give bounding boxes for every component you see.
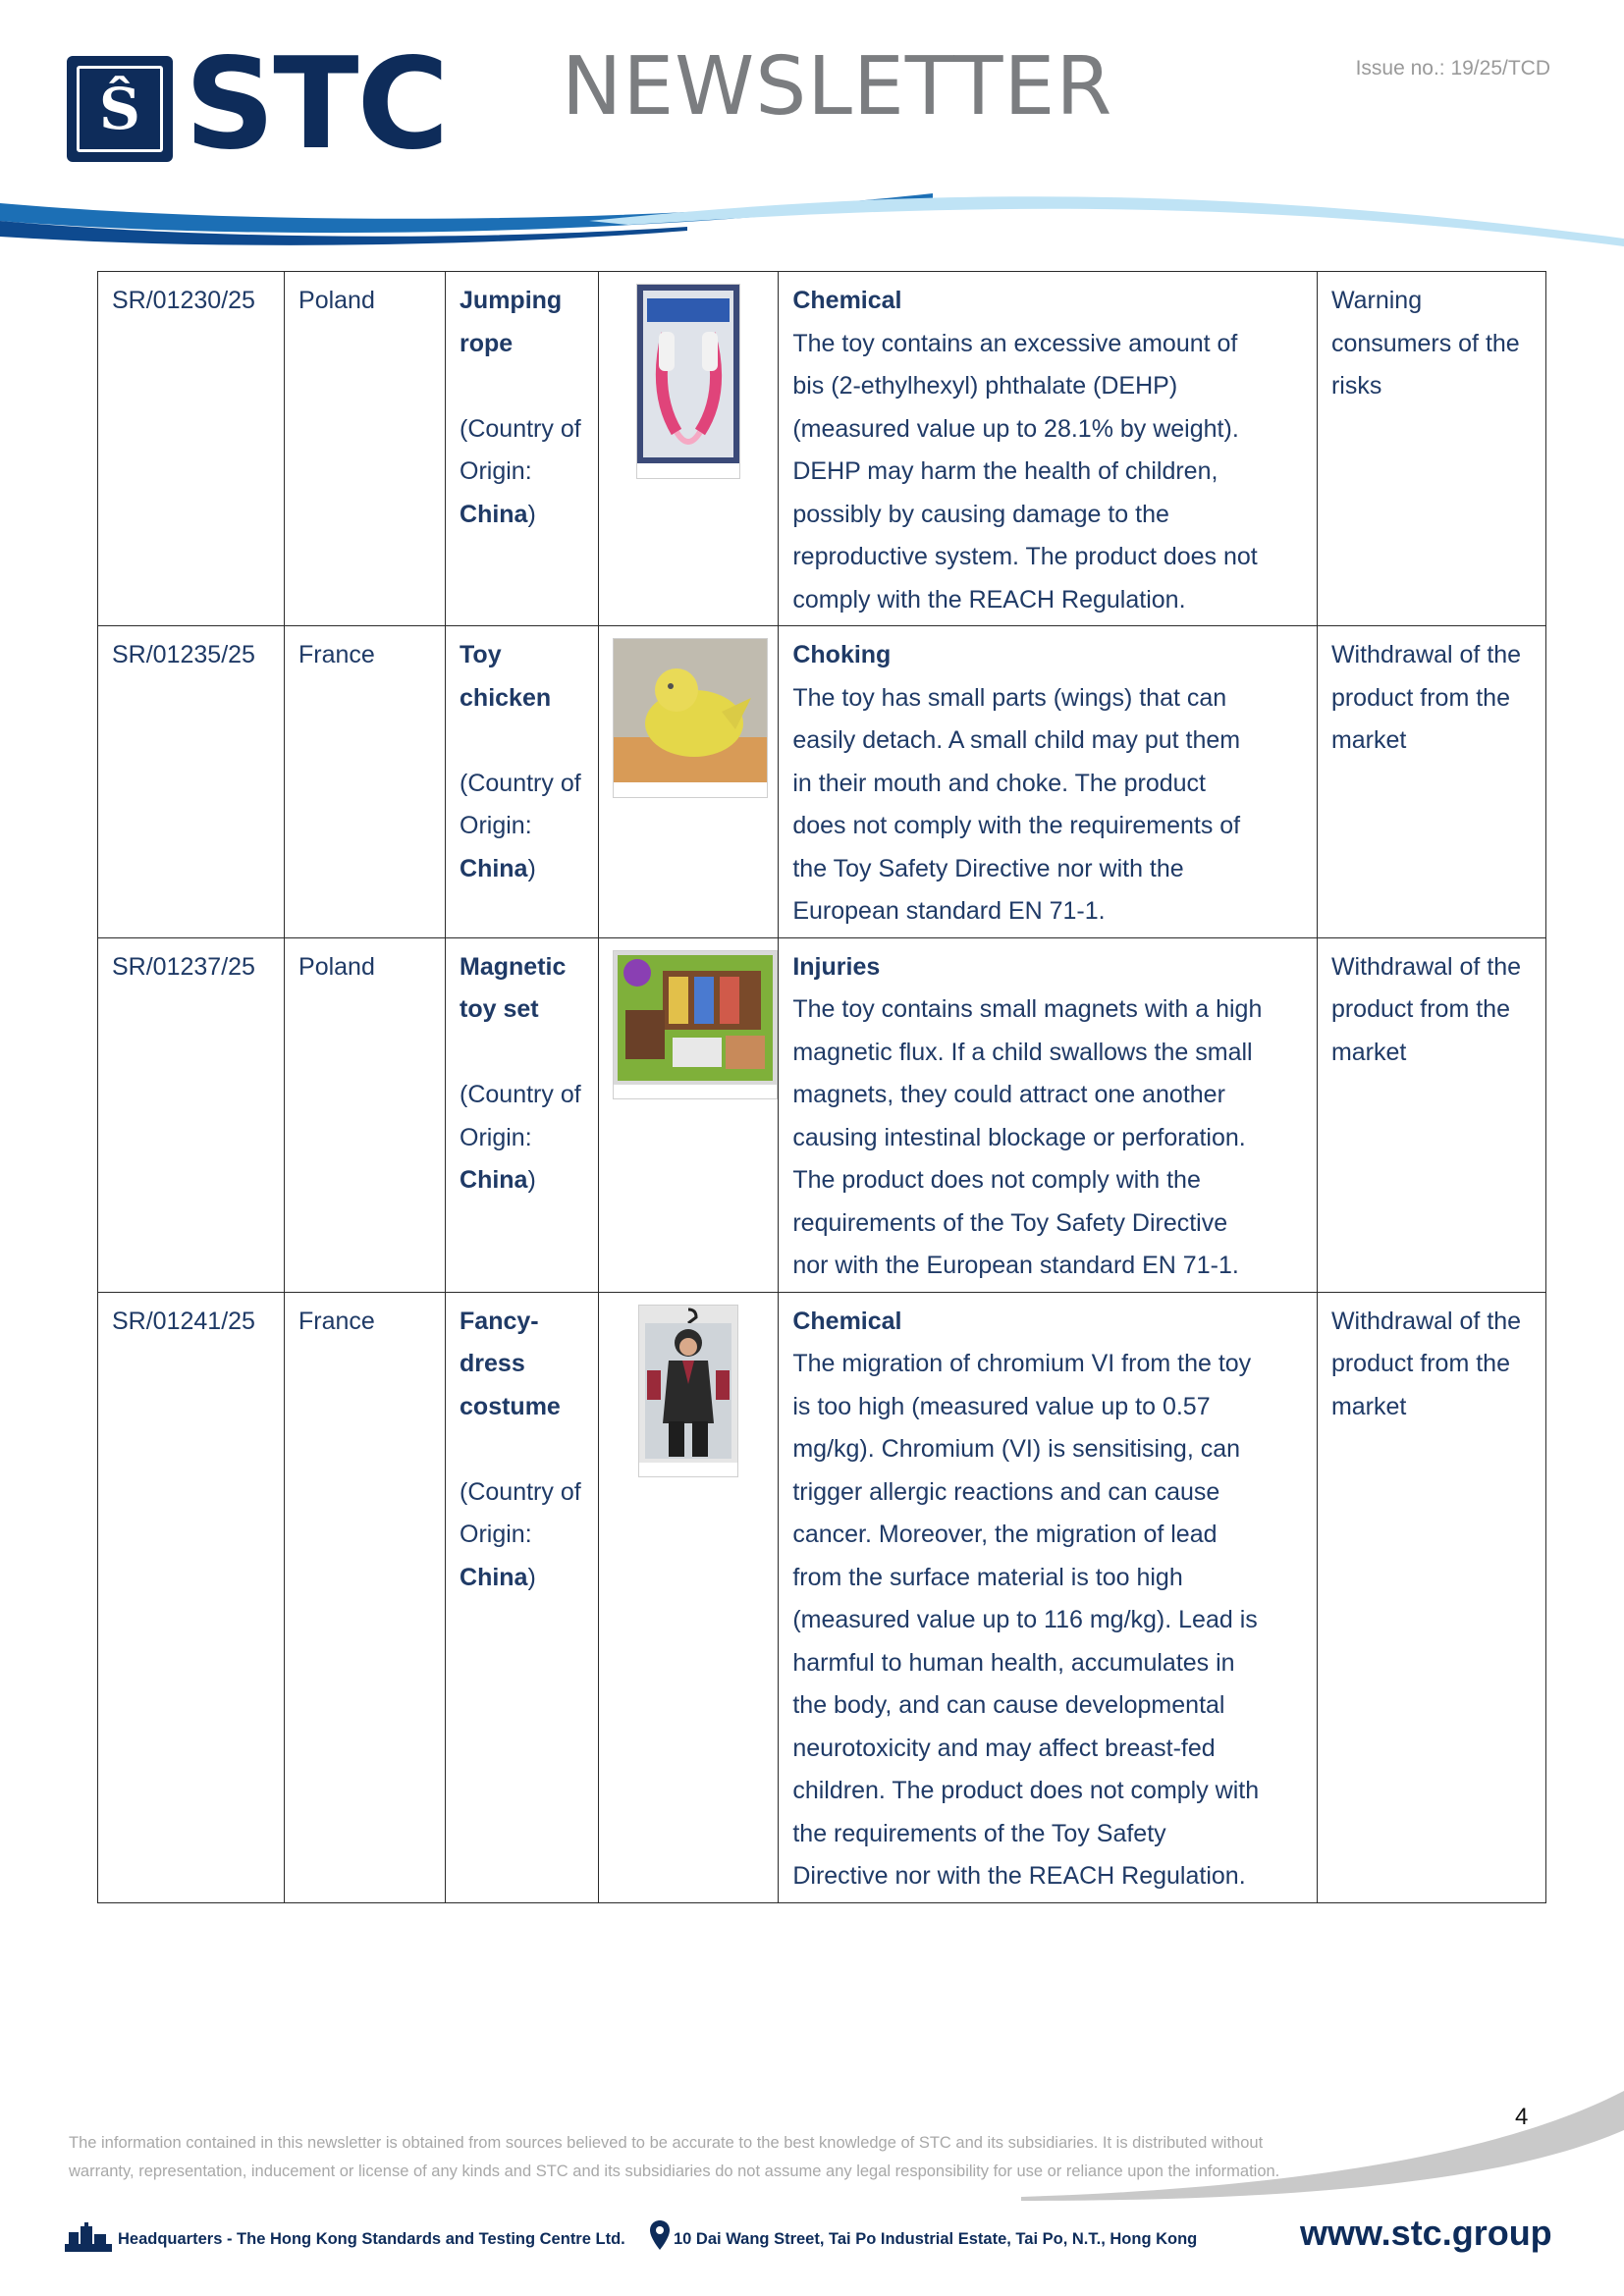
origin-country: China <box>460 1166 528 1194</box>
risk-description-line: comply with the REACH Regulation. <box>792 585 1186 614</box>
product-name <box>460 634 584 720</box>
risk-cell <box>779 272 1318 626</box>
risk-description-line: cancer. Moreover, the migration of lead <box>792 1521 1218 1548</box>
measure-line: product from the <box>1330 995 1510 1023</box>
measure-cell <box>1317 937 1545 1292</box>
risk-type: Chemical <box>792 287 902 314</box>
product-name-line: costume <box>460 1392 561 1420</box>
risk-description-line: is too high (measured value up to 0.57 <box>792 1392 1211 1420</box>
product-photo <box>638 1305 738 1478</box>
origin-country: China <box>460 500 528 528</box>
product-name-line: Magnetic <box>460 952 567 981</box>
risk-description-line: European standard EN 71-1. <box>792 897 1106 925</box>
table-row <box>98 937 1546 1292</box>
risk-description-line: The product does not comply with the <box>792 1166 1201 1194</box>
origin-country: China <box>460 854 528 882</box>
risk-description-line: Directive nor with the REACH Regulation. <box>792 1862 1246 1890</box>
ref-number: SR/01230/25 <box>112 287 255 314</box>
product-name <box>460 280 584 365</box>
origin-close: ) <box>527 1563 536 1591</box>
risk-type: Chemical <box>792 1307 902 1335</box>
notifying-country: Poland <box>298 287 375 314</box>
product-photo <box>613 638 768 798</box>
stc-logo <box>67 31 460 178</box>
risk-description-line: bis (2-ethylhexyl) phthalate (DEHP) <box>792 372 1178 400</box>
risk-description-line: children. The product does not comply with <box>792 1777 1260 1804</box>
risk-description-line: the requirements of the Toy Safety <box>792 1819 1166 1847</box>
risk-description-line: (measured value up to 28.1% by weight). <box>792 414 1239 443</box>
product-name-line: Jumping <box>460 287 563 314</box>
table-row <box>98 1292 1546 1902</box>
origin-label: (Country of <box>460 769 581 797</box>
image-cell <box>599 626 779 938</box>
notifying-country: France <box>298 641 375 668</box>
table-row <box>98 272 1546 626</box>
website-link[interactable]: www.stc.group <box>1300 2213 1552 2253</box>
origin-close: ) <box>527 854 536 882</box>
measure-line: market <box>1330 1392 1407 1420</box>
product-name <box>460 946 584 1032</box>
measure-cell <box>1317 626 1545 938</box>
measure-line: product from the <box>1330 683 1510 712</box>
measure-line: risks <box>1330 372 1382 400</box>
country-of-origin <box>460 1471 584 1600</box>
risk-description-line: easily detach. A small child may put them <box>792 726 1241 754</box>
product-photo <box>613 950 778 1100</box>
origin-label: (Country of <box>460 414 581 443</box>
measure-line: market <box>1330 1038 1407 1066</box>
product-cell <box>446 1292 599 1902</box>
address-text: 10 Dai Wang Street, Tai Po Industrial Estate, Tai Po, N.T., Hong Kong <box>674 2230 1198 2248</box>
risk-cell <box>779 1292 1318 1902</box>
product-name-line: chicken <box>460 683 552 712</box>
risk-description-line: nor with the European standard EN 71-1. <box>792 1252 1239 1279</box>
risk-type: Injuries <box>792 952 881 981</box>
ref-number: SR/01235/25 <box>112 641 255 668</box>
newsletter-title: NEWSLETTER <box>562 40 1113 133</box>
origin-country: China <box>460 1563 528 1591</box>
risk-description-line: The migration of chromium VI from the toy <box>792 1350 1252 1377</box>
country-of-origin <box>460 1074 584 1202</box>
risk-description-line: The toy has small parts (wings) that can <box>792 683 1227 712</box>
origin-label: Origin: <box>460 812 532 839</box>
risk-description-line: magnets, they could attract one another <box>792 1081 1225 1108</box>
risk-description-line: possibly by causing damage to the <box>792 500 1169 528</box>
recall-table <box>97 271 1546 1903</box>
measure-line: Withdrawal of the <box>1330 1307 1522 1335</box>
risk-description-line: in their mouth and choke. The product <box>792 769 1206 797</box>
ref-cell <box>98 626 285 938</box>
country-cell <box>285 1292 446 1902</box>
building-icon <box>65 2222 112 2252</box>
risk-description-line: from the surface material is too high <box>792 1563 1183 1591</box>
risk-description-line: harmful to human health, accumulates in <box>792 1648 1235 1677</box>
risk-description-line: does not comply with the requirements of <box>792 812 1241 839</box>
risk-description-line: DEHP may harm the health of children, <box>792 457 1218 485</box>
measure-cell <box>1317 1292 1545 1902</box>
risk-description-line: The toy contains small magnets with a high <box>792 995 1263 1023</box>
product-name-line: rope <box>460 329 514 357</box>
ref-cell <box>98 272 285 626</box>
image-cell <box>599 937 779 1292</box>
image-cell <box>599 1292 779 1902</box>
product-name-line: Toy <box>460 641 502 668</box>
product-name-line: toy set <box>460 995 539 1023</box>
origin-label: Origin: <box>460 457 532 485</box>
ref-number: SR/01237/25 <box>112 952 255 981</box>
origin-label: Origin: <box>460 1123 532 1151</box>
risk-type: Choking <box>792 641 892 668</box>
risk-description-line: causing intestinal blockage or perforation. <box>792 1123 1246 1151</box>
country-of-origin <box>460 763 584 891</box>
product-name-line: dress <box>460 1350 525 1377</box>
product-photo <box>636 284 740 479</box>
origin-label: Origin: <box>460 1521 532 1548</box>
product-cell <box>446 937 599 1292</box>
product-cell <box>446 272 599 626</box>
disclaimer-line: warranty, representation, inducement or license of any kinds and STC and its subsidiaries do not assume any legal responsibility for use or reliance upon the information. <box>69 2163 1280 2180</box>
risk-description-line: the Toy Safety Directive nor with the <box>792 854 1184 882</box>
notifying-country: France <box>298 1307 375 1335</box>
country-cell <box>285 626 446 938</box>
risk-description-line: The toy contains an excessive amount of <box>792 329 1238 357</box>
measure-line: product from the <box>1330 1350 1510 1377</box>
ref-cell <box>98 1292 285 1902</box>
ref-number: SR/01241/25 <box>112 1307 255 1335</box>
product-name-line: Fancy- <box>460 1307 539 1335</box>
stc-monogram-icon: Ŝ <box>67 56 173 162</box>
measure-cell <box>1317 272 1545 626</box>
country-cell <box>285 272 446 626</box>
disclaimer <box>69 2129 1316 2186</box>
origin-close: ) <box>527 500 536 528</box>
risk-description-line: mg/kg). Chromium (VI) is sensitising, can <box>792 1435 1241 1463</box>
country-cell <box>285 937 446 1292</box>
product-cell <box>446 626 599 938</box>
page-number: 4 <box>1515 2104 1529 2130</box>
headquarters-text: Headquarters - The Hong Kong Standards and Testing Centre Ltd. <box>118 2230 625 2248</box>
risk-description-line: (measured value up to 116 mg/kg). Lead is <box>792 1606 1258 1633</box>
image-cell <box>599 272 779 626</box>
risk-cell <box>779 626 1318 938</box>
location-pin-icon <box>650 2220 670 2250</box>
origin-close: ) <box>527 1166 536 1194</box>
header-swoosh-icon <box>0 182 1624 260</box>
issue-number: Issue no.: 19/25/TCD <box>1355 57 1550 80</box>
table-row <box>98 626 1546 938</box>
risk-description-line: requirements of the Toy Safety Directive <box>792 1208 1228 1237</box>
origin-label: (Country of <box>460 1477 581 1506</box>
measure-line: Warning <box>1330 287 1423 314</box>
ref-cell <box>98 937 285 1292</box>
risk-description-line: magnetic flux. If a child swallows the small <box>792 1038 1253 1066</box>
risk-description-line: trigger allergic reactions and can cause <box>792 1477 1220 1506</box>
risk-description-line: the body, and can cause developmental <box>792 1691 1225 1719</box>
measure-line: market <box>1330 726 1407 754</box>
risk-description-line: neurotoxicity and may affect breast-fed <box>792 1734 1216 1762</box>
footer-contact-bar <box>65 2213 1557 2260</box>
measure-line: Withdrawal of the <box>1330 952 1522 981</box>
risk-description-line: reproductive system. The product does not <box>792 543 1258 570</box>
disclaimer-line: The information contained in this newsletter is obtained from sources believed to be accurate to the best knowledge of STC and its subsidiaries. It is distributed without <box>69 2134 1264 2152</box>
country-of-origin <box>460 408 584 537</box>
origin-label: (Country of <box>460 1081 581 1108</box>
notifying-country: Poland <box>298 952 375 981</box>
risk-cell <box>779 937 1318 1292</box>
measure-line: Withdrawal of the <box>1330 641 1522 668</box>
logo-text: STC <box>185 31 448 178</box>
product-name <box>460 1301 584 1429</box>
measure-line: consumers of the <box>1330 329 1520 357</box>
